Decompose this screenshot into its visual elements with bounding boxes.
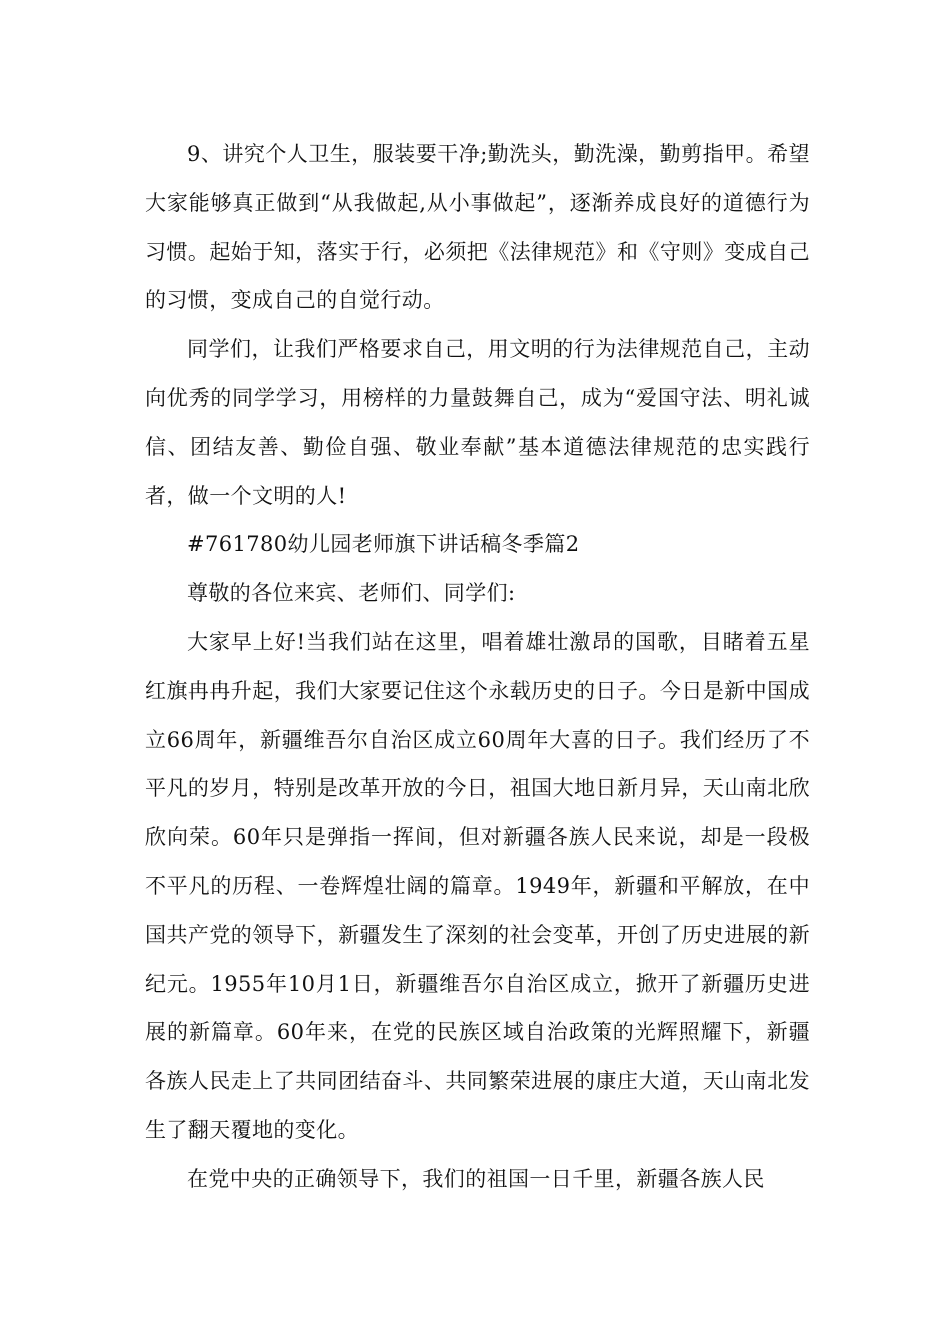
paragraph-continuation: 在党中央的正确领导下，我们的祖国一日千里，新疆各族人民: [187, 1166, 765, 1191]
salutation: 尊敬的各位来宾、老师们、同学们:: [187, 581, 516, 606]
document-body: [145, 130, 810, 1204]
paragraph-greeting: 大家早上好!当我们站在这里，唱着雄壮激昂的国歌，目睹着五星红旗冉冉升起，我们大家要记住这个永载历史的日子。今日是新中国成立66周年，新疆维吾尔自治区成立60周年大喜的日子。我们经历了不平凡的岁月，特别是改革开放的今日，祖国大地日新月异，天山南北欣欣向荣。60年只是弹指一挥间，但对新疆各族人民来说，却是一段极不平凡的历程、一卷辉煌壮阔的篇章。1949年，新疆和平解放，在中国共产党的领导下，新疆发生了深刻的社会变革，开创了历史进展的新纪元。1955年10月1日，新疆维吾尔自治区成立，掀开了新疆历史进展的新篇章。60年来，在党的民族区域自治政策的光辉照耀下，新疆各族人民走上了共同团结奋斗、共同繁荣进展的康庄大道，天山南北发生了翻天覆地的变化。: [145, 629, 810, 1142]
paragraph-hygiene: 9、讲究个人卫生，服装要干净;勤洗头，勤洗澡，勤剪指甲。希望大家能够真正做到“从我做起,从小事做起”，逐渐养成良好的道德行为习惯。起始于知，落实于行，必须把《法律规范》和《守则》变成自己的习惯，变成自己的自觉行动。: [145, 142, 810, 313]
section-heading: #761780幼儿园老师旗下讲话稿冬季篇2: [187, 532, 580, 557]
paragraph-call-to-action: 同学们，让我们严格要求自己，用文明的行为法律规范自己，主动向优秀的同学学习，用榜样的力量鼓舞自己，成为“爱国守法、明礼诚信、团结友善、勤俭自强、敬业奉献”基本道德法律规范的忠实践行者，做一个文明的人!: [145, 337, 810, 508]
